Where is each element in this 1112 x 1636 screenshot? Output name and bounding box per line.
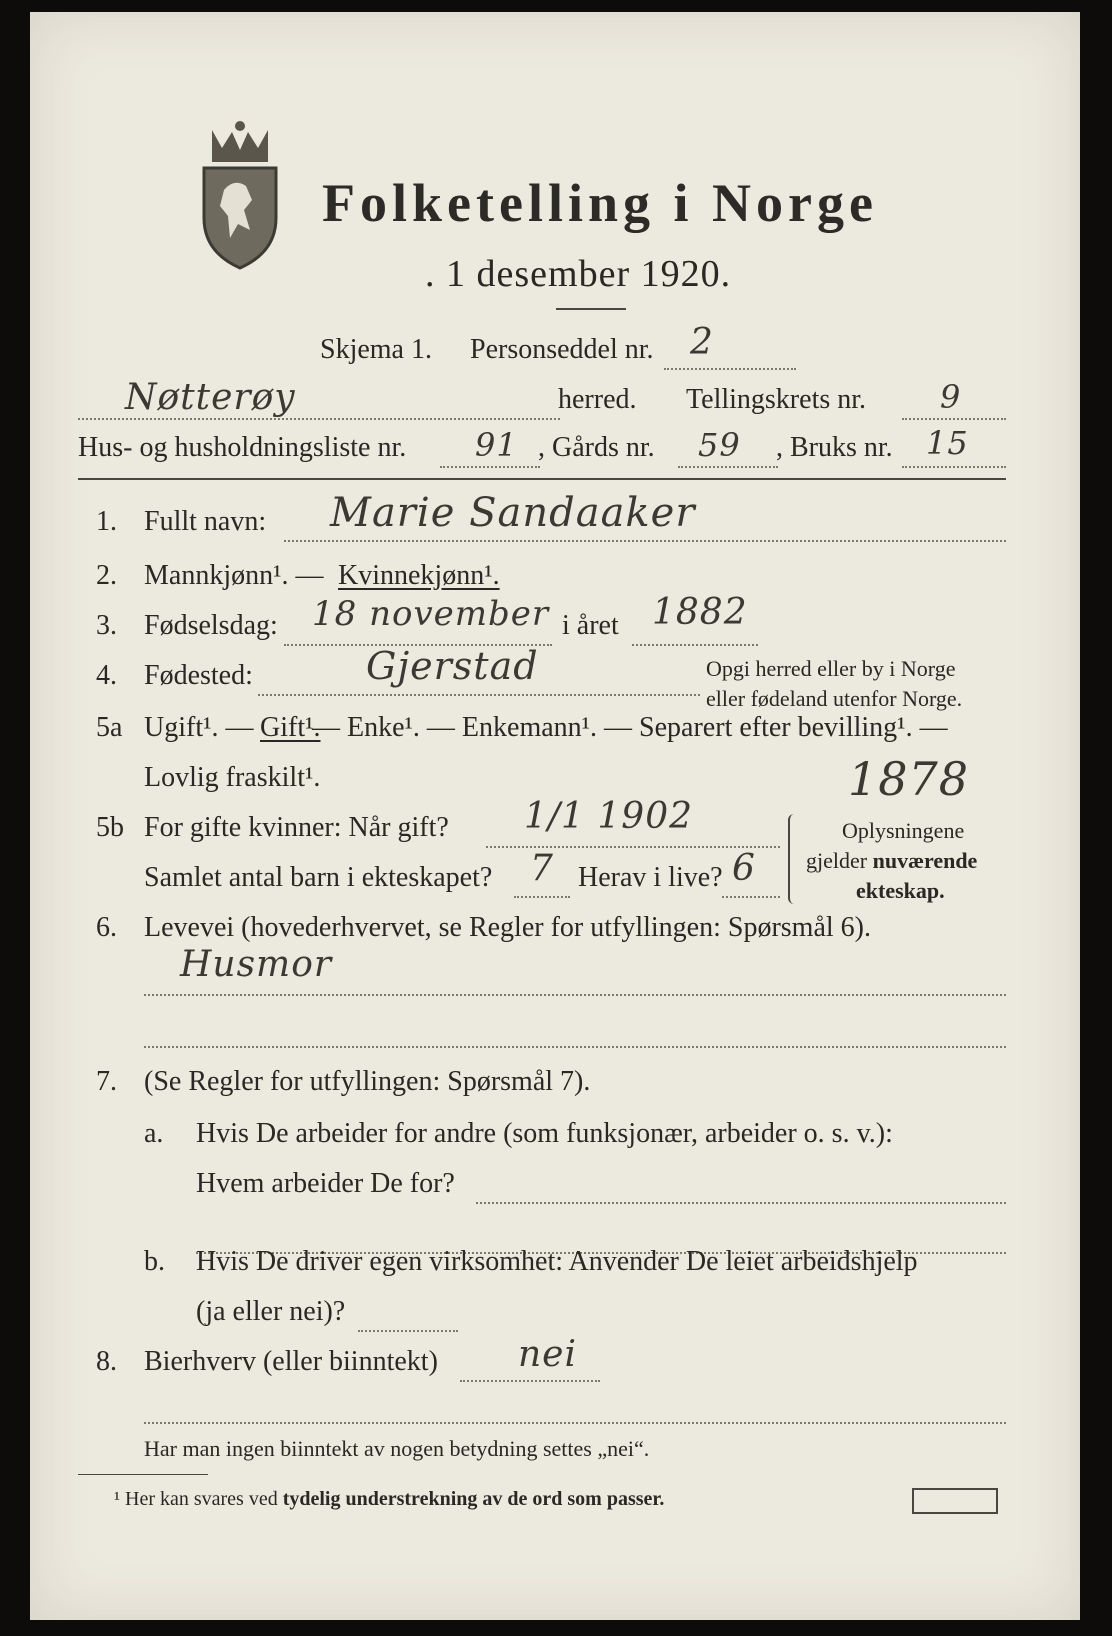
q3-year-value: 1882 <box>652 592 748 633</box>
q2-number: 2. <box>96 560 117 591</box>
q7a-letter: a. <box>144 1118 164 1149</box>
margin-year-note: 1878 <box>848 752 970 806</box>
q4-note-line2: eller fødeland utenfor Norge. <box>706 686 963 711</box>
title-divider <box>556 308 626 310</box>
q2-option-female: Kvinnekjønn¹. <box>338 560 500 591</box>
q7b-letter: b. <box>144 1246 165 1277</box>
q6-value: Husmor <box>180 944 333 985</box>
personseddel-value: 2 <box>690 322 714 363</box>
q4-label: Fødested: <box>144 660 253 691</box>
footnote: ¹ Her kan svares ved tydelig understrekning av de ord som passer. <box>114 1488 665 1510</box>
printer-stamp <box>912 1488 998 1514</box>
q1-value: Marie Sandaaker <box>330 490 696 536</box>
tellingskrets-label: Tellingskrets nr. <box>686 384 867 415</box>
q5b-married-label: For gifte kvinner: Når gift? <box>144 812 449 843</box>
q5a-other-options: — Enke¹. — Enkemann¹. — Separert efter bevilling¹. — <box>312 712 948 743</box>
q5b-note-line1: Oplysningene <box>842 818 965 843</box>
q5b-bracket <box>788 814 798 904</box>
q4-number: 4. <box>96 660 117 691</box>
q6-number: 6. <box>96 912 117 943</box>
q4-note-line1: Opgi herred eller by i Norge <box>706 656 956 681</box>
schema-label: Skjema 1. <box>320 334 432 365</box>
q5b-alive-value: 6 <box>732 848 756 889</box>
q5b-number: 5b <box>96 812 124 843</box>
q3-label: Fødselsdag: <box>144 610 278 641</box>
tellingskrets-value: 9 <box>940 378 962 416</box>
census-form <box>30 12 1080 1620</box>
norwegian-coat-of-arms-icon <box>190 120 290 270</box>
q5b-note-line2: gjelder nuværende <box>806 848 978 873</box>
form-date: . 1 desember 1920. <box>425 253 732 295</box>
q5b-children-value: 7 <box>530 848 554 889</box>
husholdningsliste-label: Hus- og husholdningsliste nr. <box>78 432 407 463</box>
q7b-label: Hvis De driver egen virksomhet: Anvender De leiet arbeidshjelp <box>196 1246 918 1277</box>
q8-number: 8. <box>96 1346 117 1377</box>
form-title: Folketelling i Norge <box>322 173 878 233</box>
q3-day-value: 18 november <box>312 594 550 634</box>
q1-label: Fullt navn: <box>144 506 267 537</box>
gards-label: , Gårds nr. <box>538 432 655 463</box>
q5b-children-label: Samlet antal barn i ekteskapet? <box>144 862 493 893</box>
q2-option-male: Mannkjønn¹. — <box>144 560 324 591</box>
q7-number: 7. <box>96 1066 117 1097</box>
q5b-note-line3: ekteskap. <box>856 878 945 903</box>
q6-label: Levevei (hovederhvervet, se Regler for utfyllingen: Spørsmål 6). <box>144 912 871 943</box>
q5b-alive-label: Herav i live? <box>578 862 723 893</box>
q4-value: Gjerstad <box>366 644 539 688</box>
q8-label: Bierhverv (eller biinntekt) <box>144 1346 438 1377</box>
q7a-question: Hvem arbeider De for? <box>196 1168 455 1199</box>
q3-year-label: i året <box>562 610 619 641</box>
q3-number: 3. <box>96 610 117 641</box>
gards-value: 59 <box>698 426 741 464</box>
q5b-married-value: 1/1 1902 <box>524 796 693 837</box>
q7-label: (Se Regler for utfyllingen: Spørsmål 7). <box>144 1066 591 1097</box>
q5a-ugift: Ugift¹. — <box>144 712 254 743</box>
personseddel-label: Personseddel nr. <box>470 334 654 365</box>
q7b-question: (ja eller nei)? <box>196 1296 346 1327</box>
q5a-fraskilt: Lovlig fraskilt¹. <box>144 762 321 793</box>
q5a-number: 5a <box>96 712 123 743</box>
header-divider <box>78 478 1006 480</box>
q7a-label: Hvis De arbeider for andre (som funksjonær, arbeider o. s. v.): <box>196 1118 893 1149</box>
footer-note: Har man ingen biinntekt av nogen betydning settes „nei“. <box>144 1436 650 1461</box>
herred-value: Nøtterøy <box>125 377 296 418</box>
bruks-label: , Bruks nr. <box>776 432 893 463</box>
husholdningsliste-value: 91 <box>475 426 518 464</box>
herred-label: herred. <box>558 384 637 415</box>
bruks-value: 15 <box>926 424 969 462</box>
q5a-gift: Gift¹. <box>260 712 321 743</box>
q1-number: 1. <box>96 506 117 537</box>
q8-value: nei <box>518 1334 578 1375</box>
footnote-divider <box>78 1474 208 1475</box>
